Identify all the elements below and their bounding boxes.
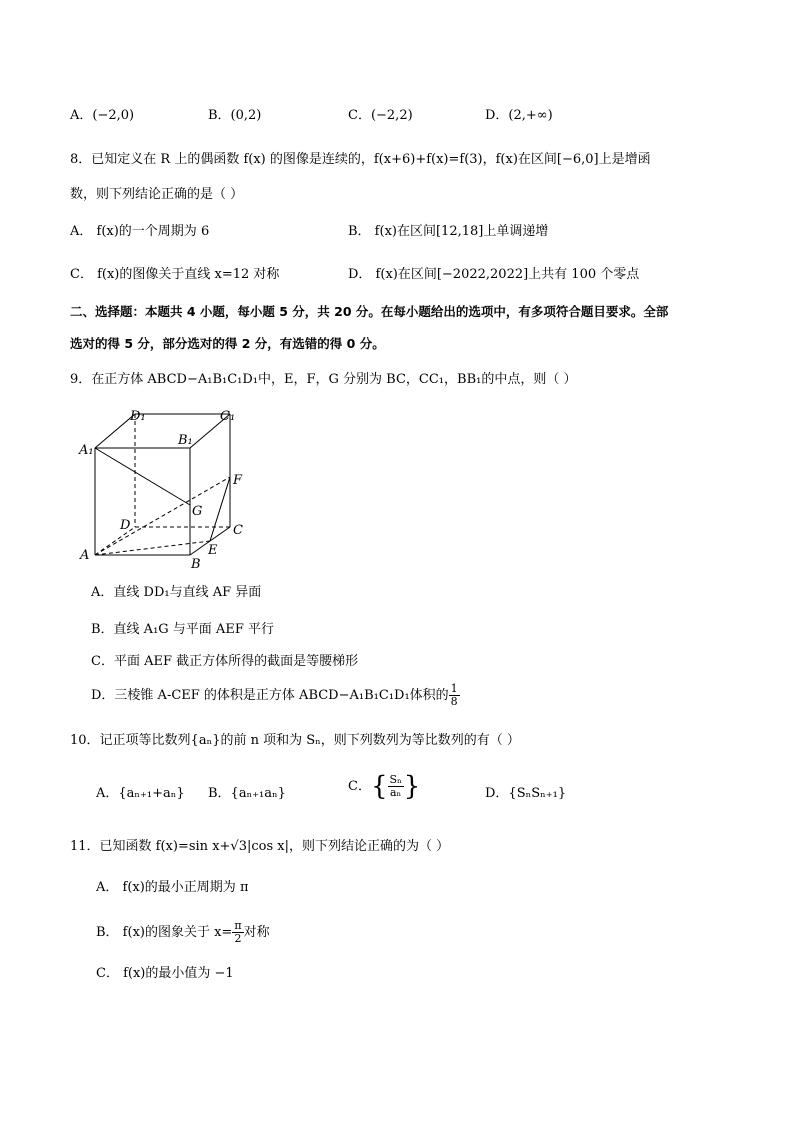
label-e: E <box>208 543 218 558</box>
q7-option-d: D．(2,+∞) <box>485 108 553 123</box>
q9-option-b: B．直线 A₁G 与平面 AEF 平行 <box>91 622 274 637</box>
fraction-denominator: 8 <box>450 695 458 708</box>
q8-option-b: B． f(x)在区间[12,18]上单调递增 <box>348 224 549 239</box>
segment-a1-g <box>95 448 190 505</box>
label-f: F <box>233 473 243 488</box>
fraction-numerator: Sₙ <box>389 773 402 786</box>
q8-option-a: A． f(x)的一个周期为 6 <box>70 224 210 239</box>
q11-option-b-suffix: 对称 <box>243 925 270 940</box>
q11-option-b-text: B． f(x)的图象关于 x= <box>96 925 233 940</box>
q11-option-b <box>96 920 270 945</box>
label-c1: C₁ <box>220 408 236 424</box>
q9-option-c: C．平面 AEF 截正方体所得的截面是等腰梯形 <box>91 654 359 669</box>
q11-option-b-fraction <box>232 920 243 945</box>
label-g: G <box>192 504 203 519</box>
q10-option-d: D．{SₙSₙ₊₁} <box>485 786 567 801</box>
q10-option-a: A．{aₙ₊₁+aₙ} <box>96 786 185 801</box>
cube-figure <box>70 405 260 575</box>
q10-option-b: B．{aₙ₊₁aₙ} <box>208 786 286 801</box>
q11-option-c: C． f(x)的最小值为 −1 <box>96 966 234 981</box>
q11-stem: 11．已知函数 f(x)=sin x+√3|cos x|，则下列结论正确的为（ ） <box>70 839 450 854</box>
fraction-numerator: π <box>234 919 242 932</box>
q10-option-c-fraction <box>388 774 404 799</box>
label-b1: B₁ <box>178 433 193 448</box>
q10-option-c: C．{ $\frac{\text{Sₙ}}{\text{aₙ}}$ } <box>348 771 421 802</box>
label-a: A <box>80 548 90 563</box>
label-a1: A₁ <box>79 443 94 458</box>
q7-option-c: C．(−2,2) <box>348 108 413 123</box>
q8-option-d: D． f(x)在区间[−2022,2022]上共有 100 个零点 <box>348 267 640 282</box>
q7-option-a: A．(−2,0) <box>70 108 135 123</box>
fraction-denominator: aₙ <box>389 786 402 799</box>
label-d1: D₁ <box>130 408 146 424</box>
q9-stem: 9．在正方体 ABCD−A₁B₁C₁D₁中，E，F，G 分别为 BC，CC₁，BB₁的中点，则（ ） <box>70 372 577 387</box>
label-b: B <box>191 557 201 572</box>
label-d: D <box>120 518 131 533</box>
q8-option-c: C． f(x)的图像关于直线 x=12 对称 <box>70 267 280 282</box>
fraction-denominator: 2 <box>234 932 242 945</box>
q9-option-d-fraction <box>449 683 460 708</box>
q10-option-c-label: C． <box>348 779 371 794</box>
q8-stem-line-2: 数，则下列结论正确的是（ ） <box>70 187 244 202</box>
q7-option-b: B．(0,2) <box>208 108 262 123</box>
q11-option-a: A． f(x)的最小正周期为 π <box>96 880 249 895</box>
edge-a1-d1 <box>95 414 135 448</box>
section-2-header-line-2: 选对的得 5 分，部分选对的得 2 分，有选错的得 0 分。 <box>70 336 385 351</box>
q9-option-d <box>91 683 460 708</box>
q9-option-d-text: D．三棱锥 A-CEF 的体积是正方体 ABCD−A₁B₁C₁D₁体积的 <box>91 688 449 703</box>
label-c: C <box>233 523 243 538</box>
section-2-header-line-1: 二、选择题：本题共 4 小题，每小题 5 分，共 20 分。在每小题给出的选项中，有多项符合题目要求。全部 <box>70 304 669 319</box>
q10-stem: 10．记正项等比数列{aₙ}的前 n 项和为 Sₙ，则下列数列为等比数列的有（ ） <box>70 733 520 748</box>
q9-option-a: A．直线 DD₁与直线 AF 异面 <box>91 585 262 600</box>
q8-stem-line-1: 8．已知定义在 R 上的偶函数 f(x) 的图像是连续的，f(x+6)+f(x)=f(3)，f(x)在区间[−6,0]上是增函 <box>70 152 651 167</box>
fraction-numerator: 1 <box>450 682 458 695</box>
